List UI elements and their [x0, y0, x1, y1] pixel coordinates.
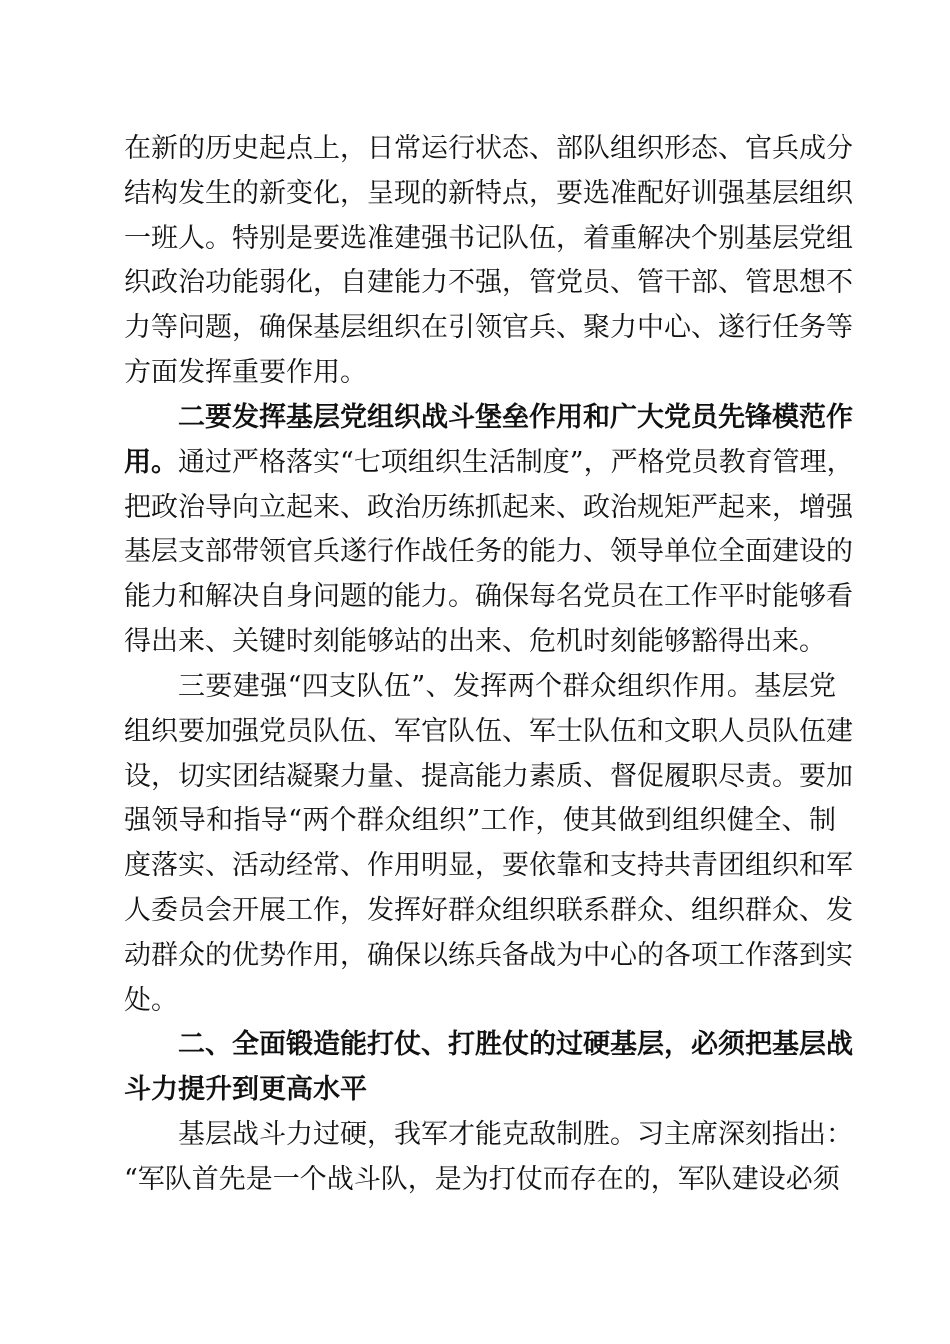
text-line: 力等问题，确保基层组织在引领官兵、聚力中心、遂行任务等 [124, 312, 853, 344]
text-line: 人委员会开展工作，发挥好群众组织联系群众、组织群众、发 [124, 894, 853, 926]
text-line: 得出来、关键时刻能够站的出来、危机时刻能够豁得出来。 [124, 625, 826, 657]
text-line: 基层战斗力过硬，我军才能克敌制胜。习主席深刻指出： [178, 1119, 853, 1150]
text-line [124, 441, 854, 486]
text-line: 度落实、活动经常、作用明显，要依靠和支持共青团组织和军 [124, 850, 853, 882]
text-line: 动群众的优势作用，确保以练兵备战为中心的各项工作落到实 [124, 939, 853, 971]
heading-line: 二、全面锻造能打仗、打胜仗的过硬基层，必须把基层战 [178, 1029, 853, 1060]
paragraph-1 [124, 127, 853, 396]
bold-lead-line: 二要发挥基层党组织战斗堡垒作用和广大党员先锋模范作 [178, 402, 853, 433]
text-line: 能力和解决自身问题的能力。确保每名党员在工作平时能够看 [124, 581, 853, 613]
text-line: 结构发生的新变化，呈现的新特点，要选准配好训强基层组织 [124, 177, 853, 209]
text-line: 处。 [124, 984, 178, 1016]
paragraph-2 [124, 396, 854, 665]
text-line: 织政治功能弱化，自建能力不强，管党员、管干部、管思想不 [124, 267, 853, 299]
text-line: 一班人。特别是要选准建强书记队伍，着重解决个别基层党组 [124, 222, 853, 254]
text-line: 把政治导向立起来、政治历练抓起来、政治规矩严起来，增强 [124, 491, 853, 523]
text-line: 基层支部带领官兵遂行作战任务的能力、领导单位全面建设的 [124, 536, 853, 568]
paragraph-4 [124, 1113, 853, 1203]
text-line: 强领导和指导“两个群众组织”工作，使其做到组织健全、制 [124, 805, 836, 837]
paragraph-3 [124, 665, 853, 1023]
section-heading [124, 1023, 853, 1113]
text-line: 方面发挥重要作用。 [124, 356, 367, 388]
text-line: 在新的历史起点上，日常运行状态、部队组织形态、官兵成分 [124, 133, 853, 164]
text-line: “军队首先是一个战斗队，是为打仗而存在的，军队建设必须 [124, 1163, 840, 1195]
text-line: 组织要加强党员队伍、军官队伍、军士队伍和文职人员队伍建 [124, 715, 853, 747]
bold-lead-tail: 用。 [124, 446, 178, 478]
heading-line: 斗力提升到更高水平 [124, 1073, 367, 1105]
text-run: 通过严格落实“七项组织生活制度”，严格党员教育管理， [178, 446, 854, 478]
text-line: 设，切实团结凝聚力量、提高能力素质、督促履职尽责。要加 [124, 760, 853, 792]
text-line: 三要建强“四支队伍”、发挥两个群众组织作用。基层党 [178, 671, 836, 702]
